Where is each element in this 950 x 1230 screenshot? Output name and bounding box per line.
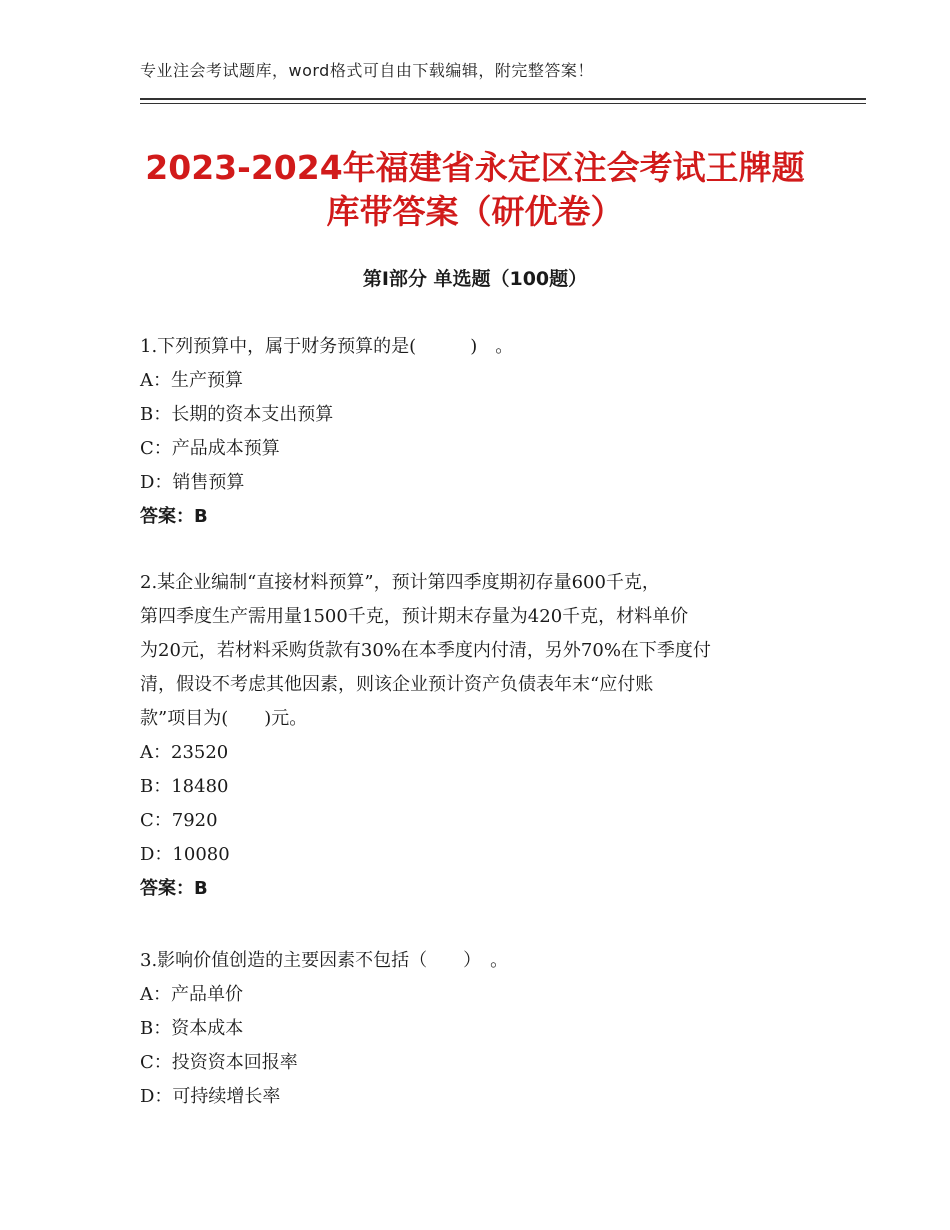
question-3 bbox=[140, 944, 820, 1114]
header-rule-thick bbox=[140, 98, 866, 100]
section-heading: 第Ⅰ部分 单选题（100题） bbox=[362, 268, 588, 290]
option-b: B：长期的资本支出预算 bbox=[140, 404, 334, 425]
option-b: B：资本成本 bbox=[140, 1018, 244, 1039]
option-a: A：产品单价 bbox=[140, 984, 243, 1005]
option-c: C：产品成本预算 bbox=[140, 438, 280, 459]
option-c: C：7920 bbox=[140, 810, 218, 831]
question-stem: 1.下列预算中，属于财务预算的是( ) 。 bbox=[140, 336, 514, 357]
question-stem-line-1: 2.某企业编制“直接材料预算”，预计第四季度期初存量600千克， bbox=[140, 572, 660, 593]
answer-line: 答案：B bbox=[140, 506, 208, 527]
question-stem-line-3: 为20元，若材料采购货款有30%在本季度内付清，另外70%在下季度付 bbox=[140, 640, 711, 661]
question-stem-line-5: 款”项目为( )元。 bbox=[140, 708, 308, 729]
option-d: D：10080 bbox=[140, 844, 230, 865]
option-a: A：23520 bbox=[140, 742, 229, 763]
option-d: D：可持续增长率 bbox=[140, 1086, 281, 1107]
question-stem: 3.影响价值创造的主要因素不包括（ ） 。 bbox=[140, 950, 509, 971]
question-1 bbox=[140, 330, 820, 534]
answer-line: 答案：B bbox=[140, 878, 208, 899]
question-stem-line-2: 第四季度生产需用量1500千克，预计期末存量为420千克，材料单价 bbox=[140, 606, 689, 627]
header-rule-thin bbox=[140, 103, 866, 104]
title-line-2: 库带答案（研优卷） bbox=[326, 192, 624, 231]
page-header-note: 专业注会考试题库，word格式可自由下载编辑，附完整答案！ bbox=[140, 61, 594, 80]
option-b: B：18480 bbox=[140, 776, 229, 797]
option-c: C：投资资本回报率 bbox=[140, 1052, 298, 1073]
title-line-1: 2023-2024年福建省永定区注会考试王牌题 bbox=[145, 148, 805, 187]
document-title bbox=[130, 146, 820, 234]
option-d: D：销售预算 bbox=[140, 472, 245, 493]
question-2 bbox=[140, 566, 820, 906]
option-a: A：生产预算 bbox=[140, 370, 243, 391]
question-stem-line-4: 清，假设不考虑其他因素，则该企业预计资产负债表年末“应付账 bbox=[140, 674, 654, 695]
